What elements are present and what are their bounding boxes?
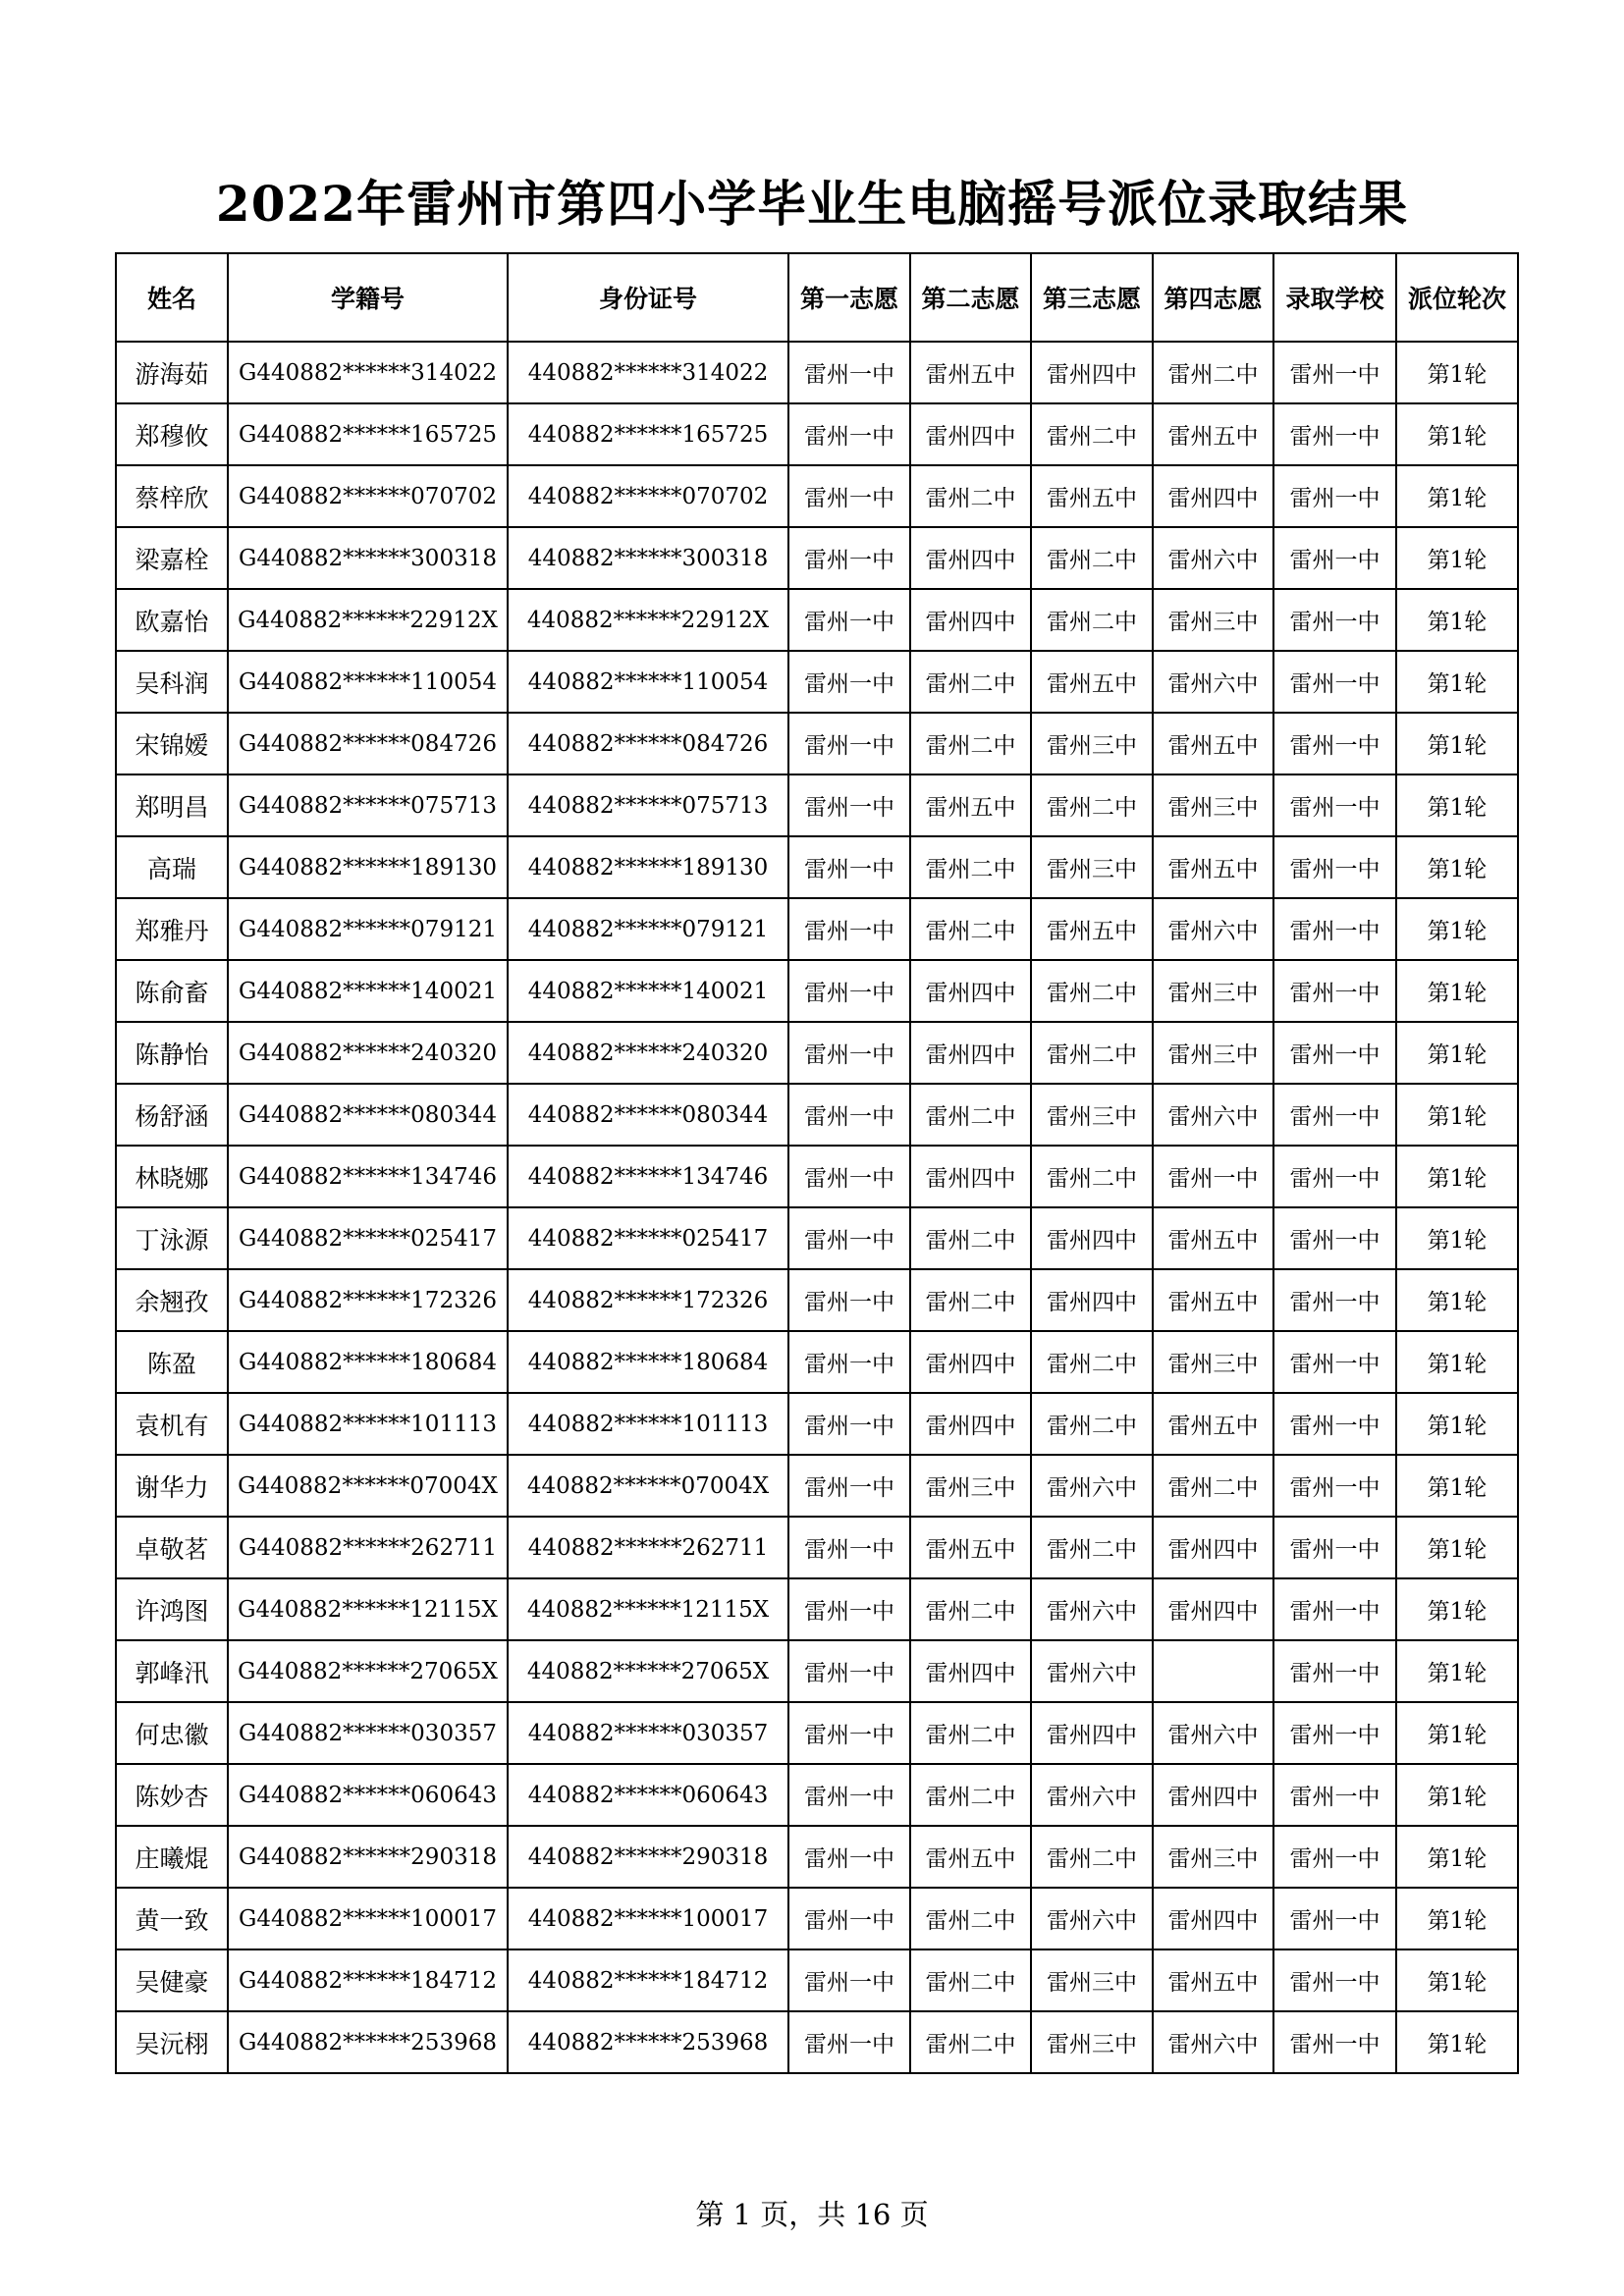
cell-name: 庄曦焜	[116, 1826, 228, 1888]
cell-round: 第1轮	[1396, 1393, 1518, 1455]
cell-admitted-school: 雷州一中	[1273, 1331, 1396, 1393]
cell-admitted-school: 雷州一中	[1273, 527, 1396, 589]
cell-choice-1: 雷州一中	[788, 1640, 910, 1702]
column-header-choice-3: 第三志愿	[1031, 253, 1153, 342]
cell-choice-1: 雷州一中	[788, 1578, 910, 1640]
cell-choice-3: 雷州二中	[1031, 1826, 1153, 1888]
cell-student-number: G440882******075713	[228, 774, 508, 836]
cell-name: 余翘孜	[116, 1269, 228, 1331]
cell-choice-3: 雷州二中	[1031, 774, 1153, 836]
cell-admitted-school: 雷州一中	[1273, 1578, 1396, 1640]
cell-choice-2: 雷州四中	[910, 403, 1031, 465]
cell-name: 黄一致	[116, 1888, 228, 1949]
cell-admitted-school: 雷州一中	[1273, 2011, 1396, 2073]
cell-round: 第1轮	[1396, 651, 1518, 713]
table-row	[116, 1455, 1518, 1517]
cell-admitted-school: 雷州一中	[1273, 1393, 1396, 1455]
cell-name: 郑穆攸	[116, 403, 228, 465]
table-header-row	[116, 253, 1518, 342]
cell-choice-4: 雷州四中	[1153, 465, 1273, 527]
table-row	[116, 2011, 1518, 2073]
column-header-admitted-school: 录取学校	[1273, 253, 1396, 342]
table-row	[116, 403, 1518, 465]
cell-round: 第1轮	[1396, 1517, 1518, 1578]
cell-round: 第1轮	[1396, 2011, 1518, 2073]
cell-id-number: 440882******189130	[508, 836, 788, 898]
cell-name: 陈盈	[116, 1331, 228, 1393]
cell-choice-3: 雷州四中	[1031, 1207, 1153, 1269]
table-row	[116, 1640, 1518, 1702]
cell-choice-3: 雷州二中	[1031, 1022, 1153, 1084]
cell-round: 第1轮	[1396, 1578, 1518, 1640]
cell-id-number: 440882******140021	[508, 960, 788, 1022]
cell-student-number: G440882******12115X	[228, 1578, 508, 1640]
cell-name: 游海茹	[116, 342, 228, 403]
table-row	[116, 465, 1518, 527]
cell-choice-3: 雷州二中	[1031, 1393, 1153, 1455]
cell-round: 第1轮	[1396, 836, 1518, 898]
cell-admitted-school: 雷州一中	[1273, 1455, 1396, 1517]
cell-round: 第1轮	[1396, 960, 1518, 1022]
cell-admitted-school: 雷州一中	[1273, 836, 1396, 898]
cell-choice-3: 雷州三中	[1031, 1084, 1153, 1146]
cell-id-number: 440882******22912X	[508, 589, 788, 651]
cell-student-number: G440882******300318	[228, 527, 508, 589]
cell-name: 吴科润	[116, 651, 228, 713]
cell-choice-2: 雷州四中	[910, 1640, 1031, 1702]
cell-admitted-school: 雷州一中	[1273, 1640, 1396, 1702]
cell-choice-4: 雷州二中	[1153, 1455, 1273, 1517]
cell-choice-1: 雷州一中	[788, 1084, 910, 1146]
cell-student-number: G440882******262711	[228, 1517, 508, 1578]
cell-student-number: G440882******100017	[228, 1888, 508, 1949]
cell-admitted-school: 雷州一中	[1273, 1702, 1396, 1764]
cell-choice-1: 雷州一中	[788, 1517, 910, 1578]
cell-admitted-school: 雷州一中	[1273, 1517, 1396, 1578]
cell-choice-4: 雷州五中	[1153, 713, 1273, 774]
cell-name: 许鸿图	[116, 1578, 228, 1640]
cell-id-number: 440882******060643	[508, 1764, 788, 1826]
cell-name: 陈静怡	[116, 1022, 228, 1084]
cell-id-number: 440882******101113	[508, 1393, 788, 1455]
cell-id-number: 440882******27065X	[508, 1640, 788, 1702]
cell-student-number: G440882******134746	[228, 1146, 508, 1207]
cell-name: 林晓娜	[116, 1146, 228, 1207]
cell-round: 第1轮	[1396, 774, 1518, 836]
table-row	[116, 1702, 1518, 1764]
cell-choice-1: 雷州一中	[788, 465, 910, 527]
cell-student-number: G440882******140021	[228, 960, 508, 1022]
table-row	[116, 1826, 1518, 1888]
cell-choice-2: 雷州二中	[910, 836, 1031, 898]
cell-choice-2: 雷州四中	[910, 1146, 1031, 1207]
cell-choice-4	[1153, 1640, 1273, 1702]
cell-name: 卓敬茗	[116, 1517, 228, 1578]
cell-choice-1: 雷州一中	[788, 1702, 910, 1764]
cell-student-number: G440882******22912X	[228, 589, 508, 651]
cell-choice-1: 雷州一中	[788, 713, 910, 774]
cell-round: 第1轮	[1396, 465, 1518, 527]
cell-choice-1: 雷州一中	[788, 1022, 910, 1084]
cell-student-number: G440882******180684	[228, 1331, 508, 1393]
cell-choice-1: 雷州一中	[788, 898, 910, 960]
column-header-student-number: 学籍号	[228, 253, 508, 342]
cell-round: 第1轮	[1396, 1331, 1518, 1393]
cell-choice-1: 雷州一中	[788, 1146, 910, 1207]
cell-admitted-school: 雷州一中	[1273, 465, 1396, 527]
table-row	[116, 1517, 1518, 1578]
cell-choice-2: 雷州二中	[910, 651, 1031, 713]
cell-student-number: G440882******184712	[228, 1949, 508, 2011]
column-header-choice-1: 第一志愿	[788, 253, 910, 342]
cell-choice-4: 雷州五中	[1153, 1393, 1273, 1455]
cell-student-number: G440882******030357	[228, 1702, 508, 1764]
cell-round: 第1轮	[1396, 1826, 1518, 1888]
cell-name: 郑雅丹	[116, 898, 228, 960]
cell-choice-1: 雷州一中	[788, 1826, 910, 1888]
cell-choice-4: 雷州五中	[1153, 1269, 1273, 1331]
cell-name: 何忠徽	[116, 1702, 228, 1764]
cell-choice-1: 雷州一中	[788, 1331, 910, 1393]
cell-choice-2: 雷州二中	[910, 2011, 1031, 2073]
cell-choice-3: 雷州五中	[1031, 651, 1153, 713]
cell-choice-1: 雷州一中	[788, 1207, 910, 1269]
cell-student-number: G440882******101113	[228, 1393, 508, 1455]
table-row	[116, 1022, 1518, 1084]
cell-name: 蔡梓欣	[116, 465, 228, 527]
cell-admitted-school: 雷州一中	[1273, 1888, 1396, 1949]
cell-name: 陈俞畜	[116, 960, 228, 1022]
table-row	[116, 1764, 1518, 1826]
cell-round: 第1轮	[1396, 1084, 1518, 1146]
cell-id-number: 440882******025417	[508, 1207, 788, 1269]
cell-id-number: 440882******172326	[508, 1269, 788, 1331]
cell-choice-4: 雷州四中	[1153, 1578, 1273, 1640]
column-header-round: 派位轮次	[1396, 253, 1518, 342]
cell-choice-3: 雷州三中	[1031, 836, 1153, 898]
table-row	[116, 713, 1518, 774]
cell-name: 郑明昌	[116, 774, 228, 836]
table-row	[116, 1084, 1518, 1146]
cell-round: 第1轮	[1396, 1949, 1518, 2011]
cell-choice-4: 雷州六中	[1153, 527, 1273, 589]
cell-choice-2: 雷州二中	[910, 1764, 1031, 1826]
cell-admitted-school: 雷州一中	[1273, 651, 1396, 713]
column-header-name: 姓名	[116, 253, 228, 342]
cell-admitted-school: 雷州一中	[1273, 713, 1396, 774]
cell-choice-2: 雷州二中	[910, 1578, 1031, 1640]
cell-name: 梁嘉栓	[116, 527, 228, 589]
cell-name: 丁泳源	[116, 1207, 228, 1269]
table-row	[116, 1146, 1518, 1207]
cell-choice-4: 雷州五中	[1153, 836, 1273, 898]
cell-admitted-school: 雷州一中	[1273, 403, 1396, 465]
table-row	[116, 1331, 1518, 1393]
cell-student-number: G440882******060643	[228, 1764, 508, 1826]
cell-round: 第1轮	[1396, 1455, 1518, 1517]
cell-choice-2: 雷州二中	[910, 1084, 1031, 1146]
cell-round: 第1轮	[1396, 1888, 1518, 1949]
cell-id-number: 440882******300318	[508, 527, 788, 589]
cell-choice-4: 雷州三中	[1153, 1022, 1273, 1084]
cell-admitted-school: 雷州一中	[1273, 589, 1396, 651]
cell-name: 宋锦嫒	[116, 713, 228, 774]
cell-choice-3: 雷州二中	[1031, 403, 1153, 465]
cell-name: 吴沅栩	[116, 2011, 228, 2073]
cell-id-number: 440882******290318	[508, 1826, 788, 1888]
cell-choice-3: 雷州六中	[1031, 1764, 1153, 1826]
cell-choice-2: 雷州四中	[910, 1022, 1031, 1084]
page-title: 2022年雷州市第四小学毕业生电脑摇号派位录取结果	[215, 175, 1409, 233]
table-row	[116, 651, 1518, 713]
cell-admitted-school: 雷州一中	[1273, 1826, 1396, 1888]
cell-choice-1: 雷州一中	[788, 1949, 910, 2011]
cell-choice-2: 雷州四中	[910, 1331, 1031, 1393]
cell-choice-2: 雷州三中	[910, 1455, 1031, 1517]
cell-choice-1: 雷州一中	[788, 1269, 910, 1331]
cell-student-number: G440882******084726	[228, 713, 508, 774]
cell-id-number: 440882******030357	[508, 1702, 788, 1764]
cell-round: 第1轮	[1396, 1269, 1518, 1331]
cell-round: 第1轮	[1396, 342, 1518, 403]
cell-choice-4: 雷州三中	[1153, 1331, 1273, 1393]
cell-student-number: G440882******165725	[228, 403, 508, 465]
cell-choice-2: 雷州五中	[910, 1826, 1031, 1888]
cell-student-number: G440882******253968	[228, 2011, 508, 2073]
cell-student-number: G440882******070702	[228, 465, 508, 527]
cell-choice-2: 雷州四中	[910, 589, 1031, 651]
admission-results-table	[115, 252, 1519, 2074]
cell-student-number: G440882******290318	[228, 1826, 508, 1888]
cell-choice-3: 雷州三中	[1031, 1949, 1153, 2011]
cell-choice-3: 雷州二中	[1031, 960, 1153, 1022]
cell-admitted-school: 雷州一中	[1273, 342, 1396, 403]
cell-choice-3: 雷州六中	[1031, 1640, 1153, 1702]
cell-choice-2: 雷州二中	[910, 1702, 1031, 1764]
cell-choice-4: 雷州三中	[1153, 774, 1273, 836]
cell-choice-4: 雷州一中	[1153, 1146, 1273, 1207]
cell-choice-2: 雷州五中	[910, 1517, 1031, 1578]
cell-name: 杨舒涵	[116, 1084, 228, 1146]
cell-choice-4: 雷州四中	[1153, 1764, 1273, 1826]
cell-round: 第1轮	[1396, 1764, 1518, 1826]
cell-choice-4: 雷州四中	[1153, 1517, 1273, 1578]
cell-admitted-school: 雷州一中	[1273, 1084, 1396, 1146]
cell-id-number: 440882******240320	[508, 1022, 788, 1084]
cell-choice-4: 雷州六中	[1153, 898, 1273, 960]
cell-name: 袁机有	[116, 1393, 228, 1455]
cell-name: 谢华力	[116, 1455, 228, 1517]
table-row	[116, 1207, 1518, 1269]
cell-id-number: 440882******134746	[508, 1146, 788, 1207]
cell-choice-3: 雷州四中	[1031, 1702, 1153, 1764]
cell-student-number: G440882******314022	[228, 342, 508, 403]
cell-round: 第1轮	[1396, 527, 1518, 589]
cell-id-number: 440882******110054	[508, 651, 788, 713]
table-row	[116, 960, 1518, 1022]
cell-choice-1: 雷州一中	[788, 342, 910, 403]
cell-admitted-school: 雷州一中	[1273, 1764, 1396, 1826]
cell-round: 第1轮	[1396, 1146, 1518, 1207]
cell-choice-4: 雷州六中	[1153, 1084, 1273, 1146]
cell-choice-2: 雷州四中	[910, 1393, 1031, 1455]
cell-admitted-school: 雷州一中	[1273, 898, 1396, 960]
cell-choice-1: 雷州一中	[788, 403, 910, 465]
cell-id-number: 440882******084726	[508, 713, 788, 774]
cell-choice-1: 雷州一中	[788, 527, 910, 589]
cell-choice-3: 雷州三中	[1031, 713, 1153, 774]
cell-admitted-school: 雷州一中	[1273, 1022, 1396, 1084]
column-header-choice-4: 第四志愿	[1153, 253, 1273, 342]
cell-choice-2: 雷州五中	[910, 774, 1031, 836]
cell-student-number: G440882******079121	[228, 898, 508, 960]
table-row	[116, 1269, 1518, 1331]
table-row	[116, 1578, 1518, 1640]
table-row	[116, 898, 1518, 960]
cell-choice-4: 雷州三中	[1153, 960, 1273, 1022]
cell-admitted-school: 雷州一中	[1273, 1146, 1396, 1207]
cell-choice-3: 雷州二中	[1031, 1331, 1153, 1393]
cell-choice-1: 雷州一中	[788, 836, 910, 898]
cell-choice-2: 雷州二中	[910, 1269, 1031, 1331]
cell-id-number: 440882******262711	[508, 1517, 788, 1578]
cell-name: 吴健豪	[116, 1949, 228, 2011]
cell-choice-3: 雷州二中	[1031, 1146, 1153, 1207]
cell-choice-1: 雷州一中	[788, 774, 910, 836]
cell-student-number: G440882******07004X	[228, 1455, 508, 1517]
cell-choice-4: 雷州六中	[1153, 651, 1273, 713]
table-row	[116, 1393, 1518, 1455]
cell-choice-3: 雷州三中	[1031, 2011, 1153, 2073]
cell-choice-4: 雷州三中	[1153, 1826, 1273, 1888]
cell-choice-2: 雷州二中	[910, 1888, 1031, 1949]
cell-id-number: 440882******184712	[508, 1949, 788, 2011]
cell-round: 第1轮	[1396, 589, 1518, 651]
cell-id-number: 440882******070702	[508, 465, 788, 527]
cell-id-number: 440882******165725	[508, 403, 788, 465]
cell-round: 第1轮	[1396, 1022, 1518, 1084]
cell-id-number: 440882******075713	[508, 774, 788, 836]
cell-choice-3: 雷州六中	[1031, 1888, 1153, 1949]
cell-id-number: 440882******314022	[508, 342, 788, 403]
cell-name: 高瑞	[116, 836, 228, 898]
cell-choice-3: 雷州六中	[1031, 1455, 1153, 1517]
cell-choice-4: 雷州四中	[1153, 1888, 1273, 1949]
cell-id-number: 440882******100017	[508, 1888, 788, 1949]
table-body	[116, 342, 1518, 2073]
cell-id-number: 440882******07004X	[508, 1455, 788, 1517]
cell-choice-1: 雷州一中	[788, 1455, 910, 1517]
cell-admitted-school: 雷州一中	[1273, 1949, 1396, 2011]
cell-choice-1: 雷州一中	[788, 960, 910, 1022]
cell-choice-3: 雷州二中	[1031, 527, 1153, 589]
cell-choice-3: 雷州四中	[1031, 1269, 1153, 1331]
cell-name: 欧嘉怡	[116, 589, 228, 651]
cell-round: 第1轮	[1396, 1640, 1518, 1702]
cell-choice-3: 雷州五中	[1031, 898, 1153, 960]
table-row	[116, 589, 1518, 651]
table-row	[116, 342, 1518, 403]
cell-choice-4: 雷州六中	[1153, 1702, 1273, 1764]
cell-id-number: 440882******079121	[508, 898, 788, 960]
cell-admitted-school: 雷州一中	[1273, 1207, 1396, 1269]
cell-id-number: 440882******180684	[508, 1331, 788, 1393]
cell-admitted-school: 雷州一中	[1273, 960, 1396, 1022]
cell-choice-2: 雷州二中	[910, 898, 1031, 960]
cell-choice-3: 雷州二中	[1031, 589, 1153, 651]
page-footer: 第 1 页，共 16 页	[695, 2198, 929, 2231]
cell-choice-2: 雷州四中	[910, 527, 1031, 589]
cell-choice-1: 雷州一中	[788, 651, 910, 713]
cell-choice-4: 雷州五中	[1153, 403, 1273, 465]
table-row	[116, 1949, 1518, 2011]
cell-round: 第1轮	[1396, 713, 1518, 774]
cell-choice-1: 雷州一中	[788, 589, 910, 651]
cell-id-number: 440882******080344	[508, 1084, 788, 1146]
cell-name: 郭峰汛	[116, 1640, 228, 1702]
cell-student-number: G440882******080344	[228, 1084, 508, 1146]
column-header-id-number: 身份证号	[508, 253, 788, 342]
cell-choice-3: 雷州六中	[1031, 1578, 1153, 1640]
cell-choice-2: 雷州二中	[910, 713, 1031, 774]
cell-choice-4: 雷州三中	[1153, 589, 1273, 651]
cell-student-number: G440882******110054	[228, 651, 508, 713]
cell-choice-3: 雷州四中	[1031, 342, 1153, 403]
cell-choice-1: 雷州一中	[788, 1888, 910, 1949]
cell-choice-2: 雷州二中	[910, 1949, 1031, 2011]
cell-student-number: G440882******172326	[228, 1269, 508, 1331]
table-row	[116, 836, 1518, 898]
cell-id-number: 440882******12115X	[508, 1578, 788, 1640]
cell-choice-4: 雷州五中	[1153, 1949, 1273, 2011]
table-row	[116, 527, 1518, 589]
cell-round: 第1轮	[1396, 403, 1518, 465]
cell-student-number: G440882******189130	[228, 836, 508, 898]
cell-student-number: G440882******025417	[228, 1207, 508, 1269]
cell-choice-4: 雷州六中	[1153, 2011, 1273, 2073]
cell-choice-1: 雷州一中	[788, 1393, 910, 1455]
cell-student-number: G440882******27065X	[228, 1640, 508, 1702]
cell-admitted-school: 雷州一中	[1273, 774, 1396, 836]
cell-admitted-school: 雷州一中	[1273, 1269, 1396, 1331]
cell-choice-2: 雷州四中	[910, 960, 1031, 1022]
cell-choice-1: 雷州一中	[788, 1764, 910, 1826]
cell-choice-3: 雷州五中	[1031, 465, 1153, 527]
table-row	[116, 1888, 1518, 1949]
cell-round: 第1轮	[1396, 1207, 1518, 1269]
table-row	[116, 774, 1518, 836]
cell-name: 陈妙杏	[116, 1764, 228, 1826]
cell-choice-3: 雷州二中	[1031, 1517, 1153, 1578]
cell-id-number: 440882******253968	[508, 2011, 788, 2073]
column-header-choice-2: 第二志愿	[910, 253, 1031, 342]
cell-choice-2: 雷州五中	[910, 342, 1031, 403]
cell-choice-2: 雷州二中	[910, 1207, 1031, 1269]
cell-choice-4: 雷州五中	[1153, 1207, 1273, 1269]
cell-choice-2: 雷州二中	[910, 465, 1031, 527]
cell-choice-4: 雷州二中	[1153, 342, 1273, 403]
cell-round: 第1轮	[1396, 898, 1518, 960]
cell-choice-1: 雷州一中	[788, 2011, 910, 2073]
cell-student-number: G440882******240320	[228, 1022, 508, 1084]
cell-round: 第1轮	[1396, 1702, 1518, 1764]
